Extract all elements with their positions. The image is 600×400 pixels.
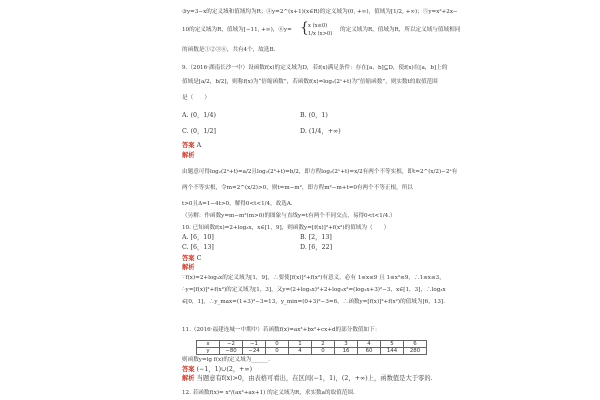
table-cell: 5 xyxy=(381,341,404,348)
q11-value-table xyxy=(196,340,427,355)
q9-answer-value: A xyxy=(196,142,202,149)
q10-answer-label: 答案 xyxy=(182,255,195,262)
table-cell: 0 xyxy=(266,348,289,355)
prev-solution-line-2-tail: 的定义域为R，值域为R，所以定义域与值域相同 xyxy=(340,27,461,33)
q9-solution-line-3: t>0且Δ=1−4t>0，解得0<t<1/4，故选A. xyxy=(182,201,293,207)
q9-solution-line-4: （另解：作函数y=m−m²(m>0)的图象与直线y=t有两个不同交点，易得0<t<1/4.） xyxy=(182,213,396,219)
table-cell: 2 xyxy=(312,341,335,348)
table-cell: 144 xyxy=(381,348,404,355)
q9-stem-line-2: 值域是[a/2，b/2]，则称f(x)为“倍缩函数”，若函数f(x)=log₂(2ˣ+t)为“倍缩函数”，则实数t的取值范围 xyxy=(182,79,438,85)
q9-analysis-label: 解析 xyxy=(182,152,195,159)
q10-option-d: D. [6，22] xyxy=(300,244,333,251)
q9-option-c: C. (0，1/2] xyxy=(182,128,216,135)
prev-solution-line-3: 的函数是①②③⑥，共有4个，故选B. xyxy=(182,47,276,53)
piecewise-brace: { xyxy=(300,20,309,36)
table-cell: 4 xyxy=(358,341,381,348)
q9-option-a: A. (0，1/4) xyxy=(182,112,216,119)
q11-answer-value: (−1，1)∪(2，+∞) xyxy=(196,366,253,373)
q9-solution-line-1: 由题意可得log₂(2ᵃ+t)=a/2且log₂(2ᵇ+t)=b/2，即方程log₂(2ˣ+t)=x/2有两个不等实根，即t=2^(x/2)−2ˣ有 xyxy=(182,169,458,175)
table-cell: 6 xyxy=(404,341,427,348)
table-cell: 0 xyxy=(266,341,289,348)
table-cell: −2 xyxy=(220,341,243,348)
piecewise-case-a: x (x≤0) xyxy=(308,23,328,29)
table-cell: 280 xyxy=(404,348,427,355)
table-row-y xyxy=(197,348,427,355)
q10-option-a: A. [6，10] xyxy=(182,234,214,241)
q10-answer-row xyxy=(182,255,201,263)
table-row-x xyxy=(197,341,427,348)
table-header-y: y xyxy=(197,348,220,355)
q9-stem-line-3: 是（ ） xyxy=(182,95,210,101)
q10-solution-line-3: ∈[0，1]，∴y_max=(1+3)²−3=13，y_min=(0+3)²−3=6，∴函数y=[f(x)]²+f(x²)的值域为[6，13]. xyxy=(182,299,445,305)
q9-solution-line-2: 两个不等实根，令m=2^(x/2)>0，则t=m−m²，即方程m²−m+t=0有两个不等正根，所以 xyxy=(182,185,413,191)
q11-stem: 11.（2016·福建连城一中期中）若函数f(x)=ax³+bx²+cx+d的部分数值如下： xyxy=(182,327,381,333)
q11-analysis-row xyxy=(182,375,433,383)
prev-solution-line-1: ③y=3−x的定义域和值域均为R；④y=2^(x+1)(x∈R)的定义域为(0, +∞)，值域为[1/2, +∞)；⑤y=x²+2x− xyxy=(182,9,458,15)
q11-answer-label: 答案 xyxy=(182,366,195,373)
q10-solution-line-1: ∵f(x)=2+log₃x的定义域为[1，9]，∴要使[f(x)]²+f(x²)有意义，必有 1≤x≤9 且 1≤x²≤9，∴1≤x≤3， xyxy=(182,275,445,281)
q10-option-c: C. [6，13] xyxy=(182,244,214,251)
q11-analysis-label: 解析 xyxy=(182,375,195,382)
q10-option-b: B. [2，13] xyxy=(300,234,332,241)
q10-stem: 10. 已知函数f(x)=2+log₃x，x∈[1，9]，则函数y=[f(x)]²+f(x²)的值域为（ ） xyxy=(182,225,390,231)
table-cell: −24 xyxy=(243,348,266,355)
q11-solution: 当题意有f(x)>0，由表格可看出，在区间(−1，1)，(2，+∞)上，函数值是大于零的. xyxy=(196,375,433,382)
table-cell: 0 xyxy=(312,348,335,355)
table-cell: 16 xyxy=(335,348,358,355)
prev-solution-line-2: 10的定义域为R，值域为[−11, +∞)，⑥y= xyxy=(182,27,292,33)
q12-stem: 12. 若函数f(x)= x²/(ax²+ax+1) 的定义域为R，求实数a的取值范围. xyxy=(182,390,355,396)
table-cell: −1 xyxy=(243,341,266,348)
q9-stem-line-1: 9.（2016·湖南长沙一中）设函数f(x)的定义域为D，若f(x)满足条件：存在[a，b]⊆D，使f(x)在[a，b]上的 xyxy=(182,65,448,71)
q9-answer-label: 答案 xyxy=(182,142,195,149)
q11-question: 则函数y=lg f(x)的定义域为______. xyxy=(182,357,270,363)
table-cell: 1 xyxy=(289,341,312,348)
q10-analysis-label: 解析 xyxy=(182,264,195,271)
q10-solution-line-2: ∴y=[f(x)]²+f(x²)的定义域为[1，3]，又y=(2+log₃x)²+2+log₃x²=(log₃x+3)²−3，x∈[1，3]，∴log₃x xyxy=(182,287,446,293)
q9-answer-row xyxy=(182,142,201,150)
q11-answer-row xyxy=(182,366,252,374)
table-header-x: x xyxy=(197,341,220,348)
table-cell: 3 xyxy=(335,341,358,348)
table-cell: −80 xyxy=(220,348,243,355)
table-cell: 4 xyxy=(289,348,312,355)
table-cell: 60 xyxy=(358,348,381,355)
q9-option-b: B. (0，1) xyxy=(300,112,328,119)
q9-option-d: D. (1/4，+∞) xyxy=(300,128,341,135)
piecewise-case-b: 1/x (x>0) xyxy=(308,31,333,37)
q10-answer-value: C xyxy=(196,255,202,262)
